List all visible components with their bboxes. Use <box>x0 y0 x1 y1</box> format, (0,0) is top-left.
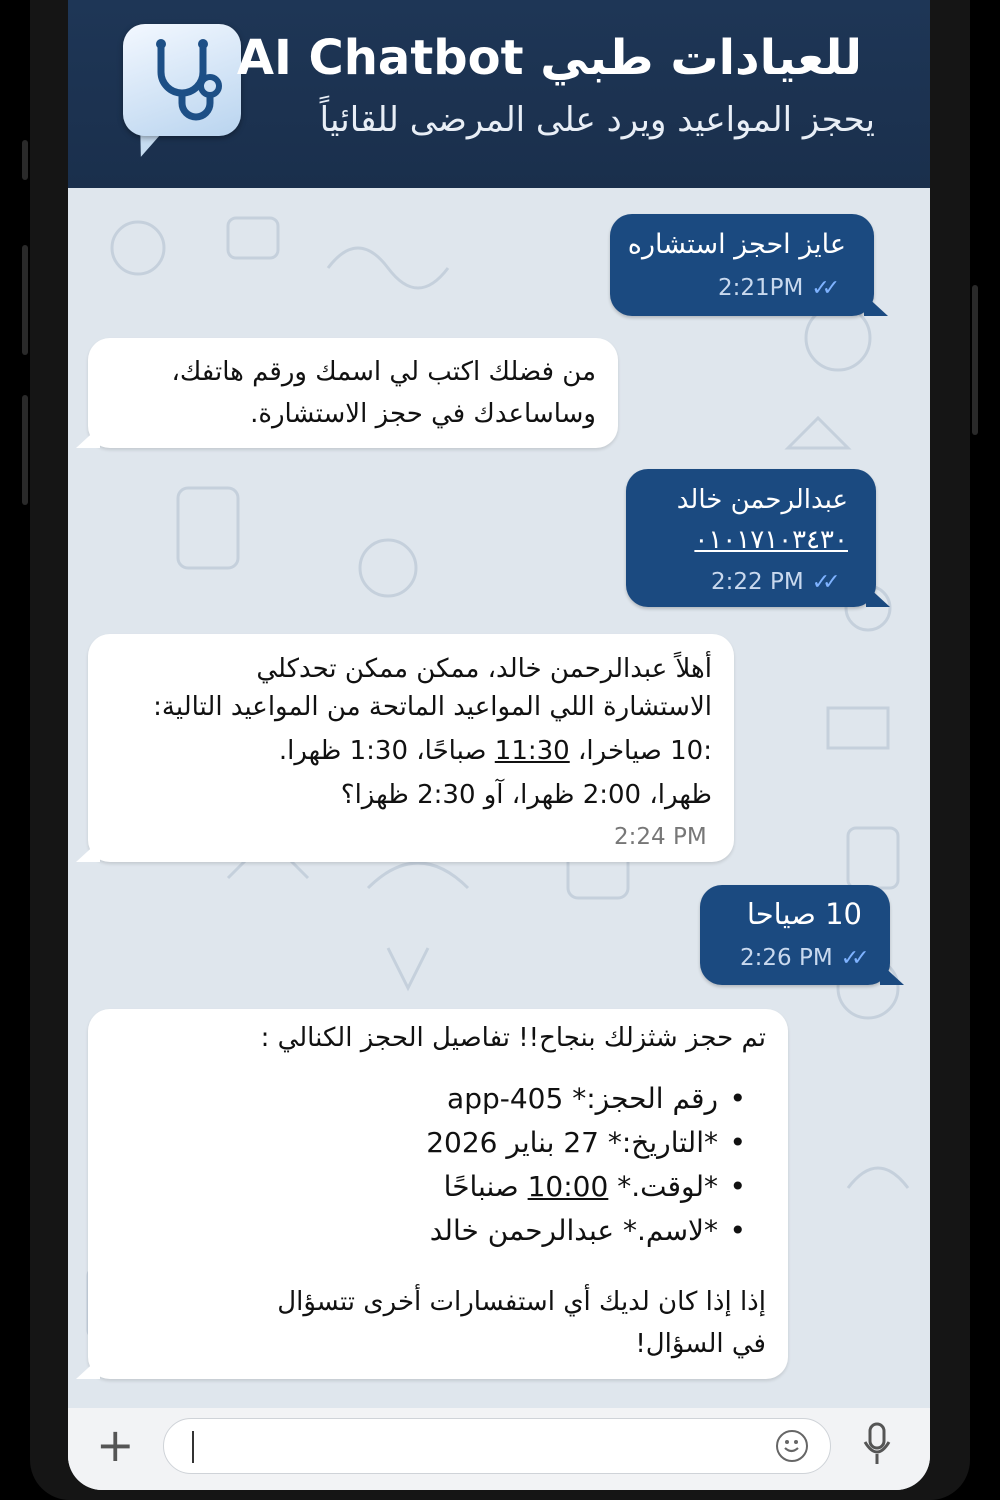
message-text-line: ظهرا، 2:00 ظهرا، آو 2:30 ظهزا؟ <box>340 780 712 810</box>
message-text: عايز احجز استشاره <box>627 229 846 260</box>
message-bubble-outgoing[interactable] <box>700 885 890 985</box>
booking-number-item: • رقم الحجز:* app-405 <box>426 1077 746 1121</box>
time-link[interactable]: 10:00 <box>527 1170 609 1203</box>
header-subtitle: يحجز المواعيد ويرد على المرضى للقائياً <box>319 100 875 140</box>
booking-details-list <box>426 1077 766 1253</box>
message-bubble-incoming[interactable] <box>88 338 618 448</box>
volume-down-button <box>22 395 28 505</box>
read-ticks-icon: ✓✓ <box>811 276 833 301</box>
message-time: 2:26 PM ✓✓ <box>740 945 862 971</box>
emoji-icon[interactable] <box>776 1430 808 1462</box>
chat-header <box>68 0 930 188</box>
booking-name-item: • *لاسم.* عبدالرحمن خالد <box>426 1209 746 1253</box>
microphone-icon[interactable] <box>863 1422 891 1468</box>
message-text-line: في السؤال! <box>635 1329 766 1359</box>
bubble-tail <box>864 294 888 316</box>
booking-time-item: • *لوقت.* 10:00 صنباحًا <box>426 1165 746 1209</box>
message-time: 2:22 PM ✓✓ <box>711 569 833 595</box>
message-text-line: الاستشارة اللي المواعيد الماتحة من المواعيد التالية: <box>153 692 712 722</box>
message-time: 2:24 PM <box>614 824 707 850</box>
message-bubble-incoming[interactable] <box>88 634 734 862</box>
bubble-tail <box>76 426 100 448</box>
message-bubble-outgoing[interactable] <box>610 214 874 316</box>
message-input-bar <box>68 1408 930 1490</box>
message-bubble-incoming[interactable] <box>88 1009 788 1379</box>
stethoscope-chat-icon[interactable] <box>123 24 241 136</box>
message-time: 2:21PM ✓✓ <box>718 275 833 301</box>
message-bubble-outgoing[interactable] <box>626 469 876 607</box>
bubble-tail <box>76 1357 100 1379</box>
message-input[interactable] <box>163 1418 831 1474</box>
read-ticks-icon: ✓✓ <box>840 946 862 971</box>
phone-number-link[interactable]: ٠١٠١٧١٠٣٤٣٠ <box>694 525 848 555</box>
message-text-line: عبدالرحمن خالد <box>676 485 848 515</box>
bubble-tail <box>866 585 890 607</box>
bubble-tail <box>880 963 904 985</box>
plus-icon[interactable]: + <box>96 1418 135 1472</box>
booking-confirmation-intro: تم حجز شثزلك بنجاح!! تفاصيل الحجز الكنالي : <box>260 1023 766 1053</box>
mute-switch <box>22 140 28 180</box>
message-text-line: من فضلك اكتب لي اسمك ورقم هاتفك، <box>171 357 596 387</box>
message-text-line: أهلاً عبدالرحمن خالد، ممكن ممكن تحدكلي <box>256 654 712 684</box>
message-text-line: إذا إذا كان لديك أي استفسارات أخرى تتسؤال <box>277 1287 766 1317</box>
power-button <box>972 285 978 435</box>
message-text: 10 صياحا <box>746 897 862 931</box>
header-title: AI Chatbot للعيادات طبي <box>236 30 862 86</box>
volume-up-button <box>22 245 28 355</box>
message-text-line: :10 صياخرا، 11:30 صباحًا، 1:30 ظهرا. <box>278 736 712 766</box>
bubble-tail <box>76 840 100 862</box>
message-text-line: وساساعدك في حجز الاستشارة. <box>250 399 596 429</box>
booking-date-item: • *التاريخ:* 27 بناير 2026 <box>426 1121 746 1165</box>
text-caret <box>192 1431 194 1463</box>
read-ticks-icon: ✓✓ <box>811 570 833 595</box>
chat-screen <box>68 0 930 1490</box>
time-link[interactable]: 11:30 <box>494 736 570 766</box>
message-list[interactable] <box>68 188 930 1408</box>
